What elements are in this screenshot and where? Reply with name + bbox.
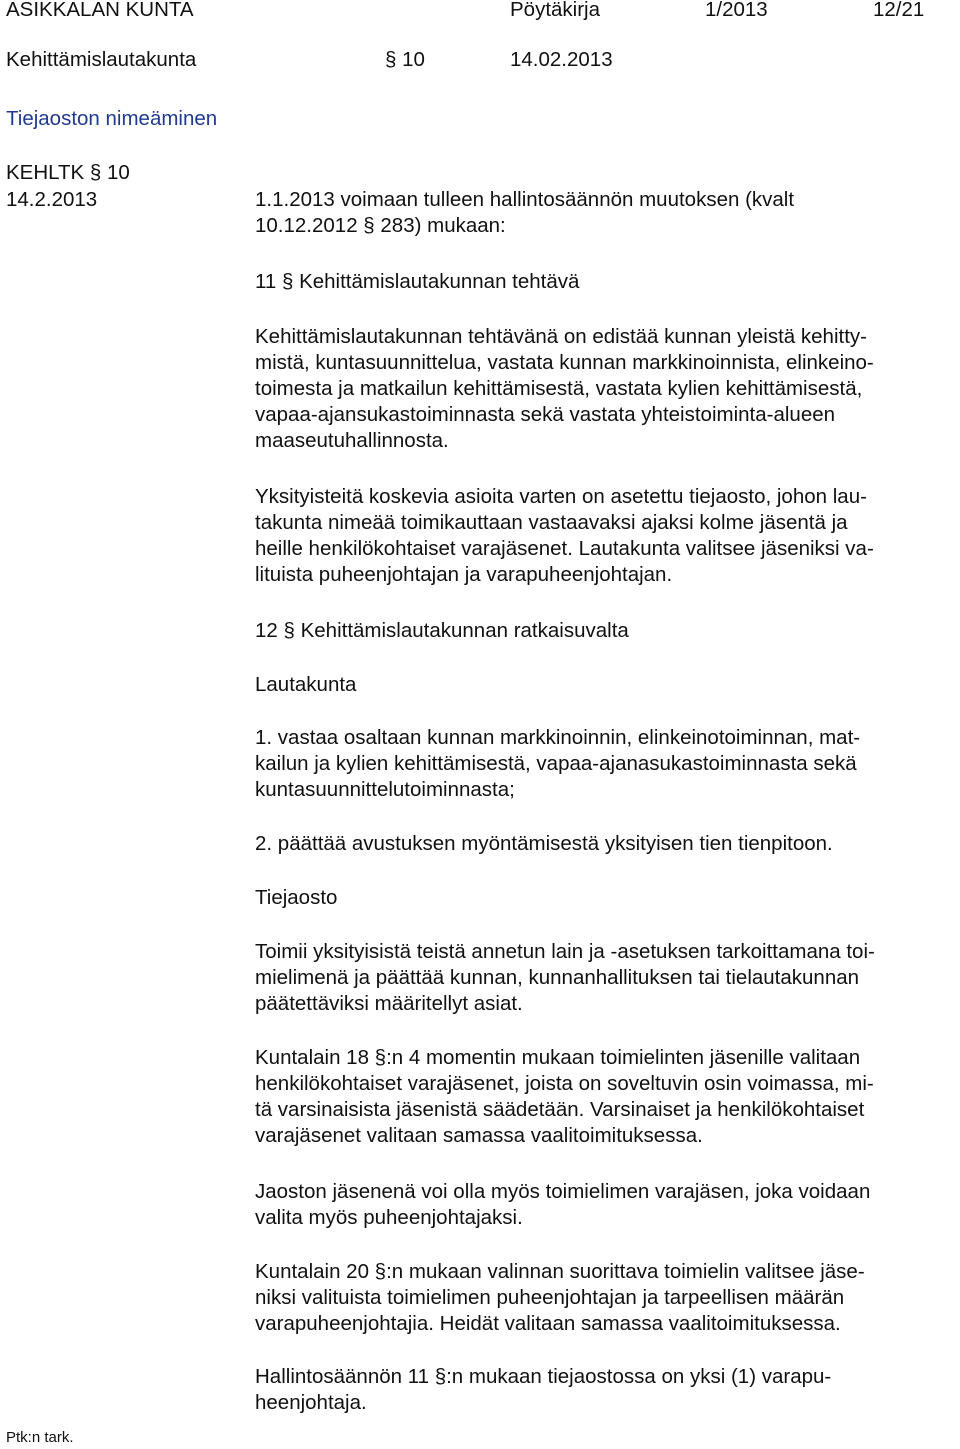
lautakunta-heading: Lautakunta [255,673,357,696]
board-item-1: 1. vastaa osaltaan kunnan markkinoinnin, elinkeinotoiminnan, mat- kailun ja kylien kehittämisestä, vapaa-ajanasukastoiminnasta sekä kuntasuunnittelutoiminnasta; [255,726,861,801]
administrative-rule-paragraph: Hallintosäännön 11 §:n mukaan tiejaostossa on yksi (1) varapu- heenjohtaja. [255,1365,832,1414]
section-11-heading: 11 § Kehittämislautakunnan tehtävä [255,270,580,293]
kuntalaki-20-paragraph: Kuntalain 20 §:n mukaan valinnan suorittava toimielin valitsee jäse- niksi valituista toimielimen puheenjohtajan ja tarpeellisen määrän varapuheenjohtajia. Heidät valitaan samassa vaalitoimituksessa. [255,1260,865,1335]
page-number: 12/21 [873,0,925,21]
section-number: § 10 [385,48,425,71]
document-type: Pöytäkirja [510,0,601,21]
meeting-date: 14.02.2013 [510,48,613,71]
tiejaosto-heading: Tiejaosto [255,886,338,909]
board-item-2: 2. päättää avustuksen myöntämisestä yksityisen tien tienpitoon. [255,832,833,855]
kuntalaki-18-paragraph: Kuntalain 18 §:n 4 momentin mukaan toimielinten jäsenille valitaan henkilökohtaiset varajäsenet, joista on soveltuvin osin voimassa, mi- tä varsinaisista jäsenistä säädetään. Varsinaiset ja henkilökohtaiset varajäsenet valitaan samassa vaalitoimituksessa. [255,1046,874,1147]
board-name: Kehittämislautakunta [6,48,197,71]
footer-label: Ptk:n tark. [6,1429,74,1446]
section-12-heading: 12 § Kehittämislautakunnan ratkaisuvalta [255,619,629,642]
reference-committee: KEHLTK § 10 [6,161,130,184]
tiejaosto-paragraph: Toimii yksityisistä teistä annetun lain ja -asetuksen tarkoittamana toi- mielimenä ja päättää kunnan, kunnanhallituksen tai tielautakunnan päätettäviksi määritellyt asiat. [255,940,875,1015]
intro-paragraph: 1.1.2013 voimaan tulleen hallintosäännön muutoksen (kvalt 10.12.2012 § 283) mukaan: [255,188,795,237]
reference-date: 14.2.2013 [6,188,98,211]
deputy-member-paragraph: Jaoston jäsenenä voi olla myös toimielimen varajäsen, joka voidaan valita myös puheenjohtajaksi. [255,1180,871,1229]
organization-name: ASIKKALAN KUNTA [6,0,194,21]
page-title: Tiejaoston nimeäminen [6,107,218,130]
document-number: 1/2013 [705,0,768,21]
duties-paragraph: Kehittämislautakunnan tehtävänä on edistää kunnan yleistä kehitty- mistä, kuntasuunnittelua, vastata kunnan markkinoinnista, elinkeino- toimesta ja matkailun kehittämisestä, vastata kylien kehittämisestä, vapaa-ajansukastoiminnasta sekä vastata yhteistoiminta-alueen maaseutuhallinnosta. [255,325,874,452]
subcommittee-paragraph: Yksityisteitä koskevia asioita varten on asetettu tiejaosto, johon lau- takunta nimeää toimikauttaan vastaavaksi ajaksi kolme jäsentä ja heille henkilökohtaiset varajäsenet. Lautakunta valitsee jäseniksi va- lituista puheenjohtajan ja varapuheenjohtajan. [255,485,874,586]
